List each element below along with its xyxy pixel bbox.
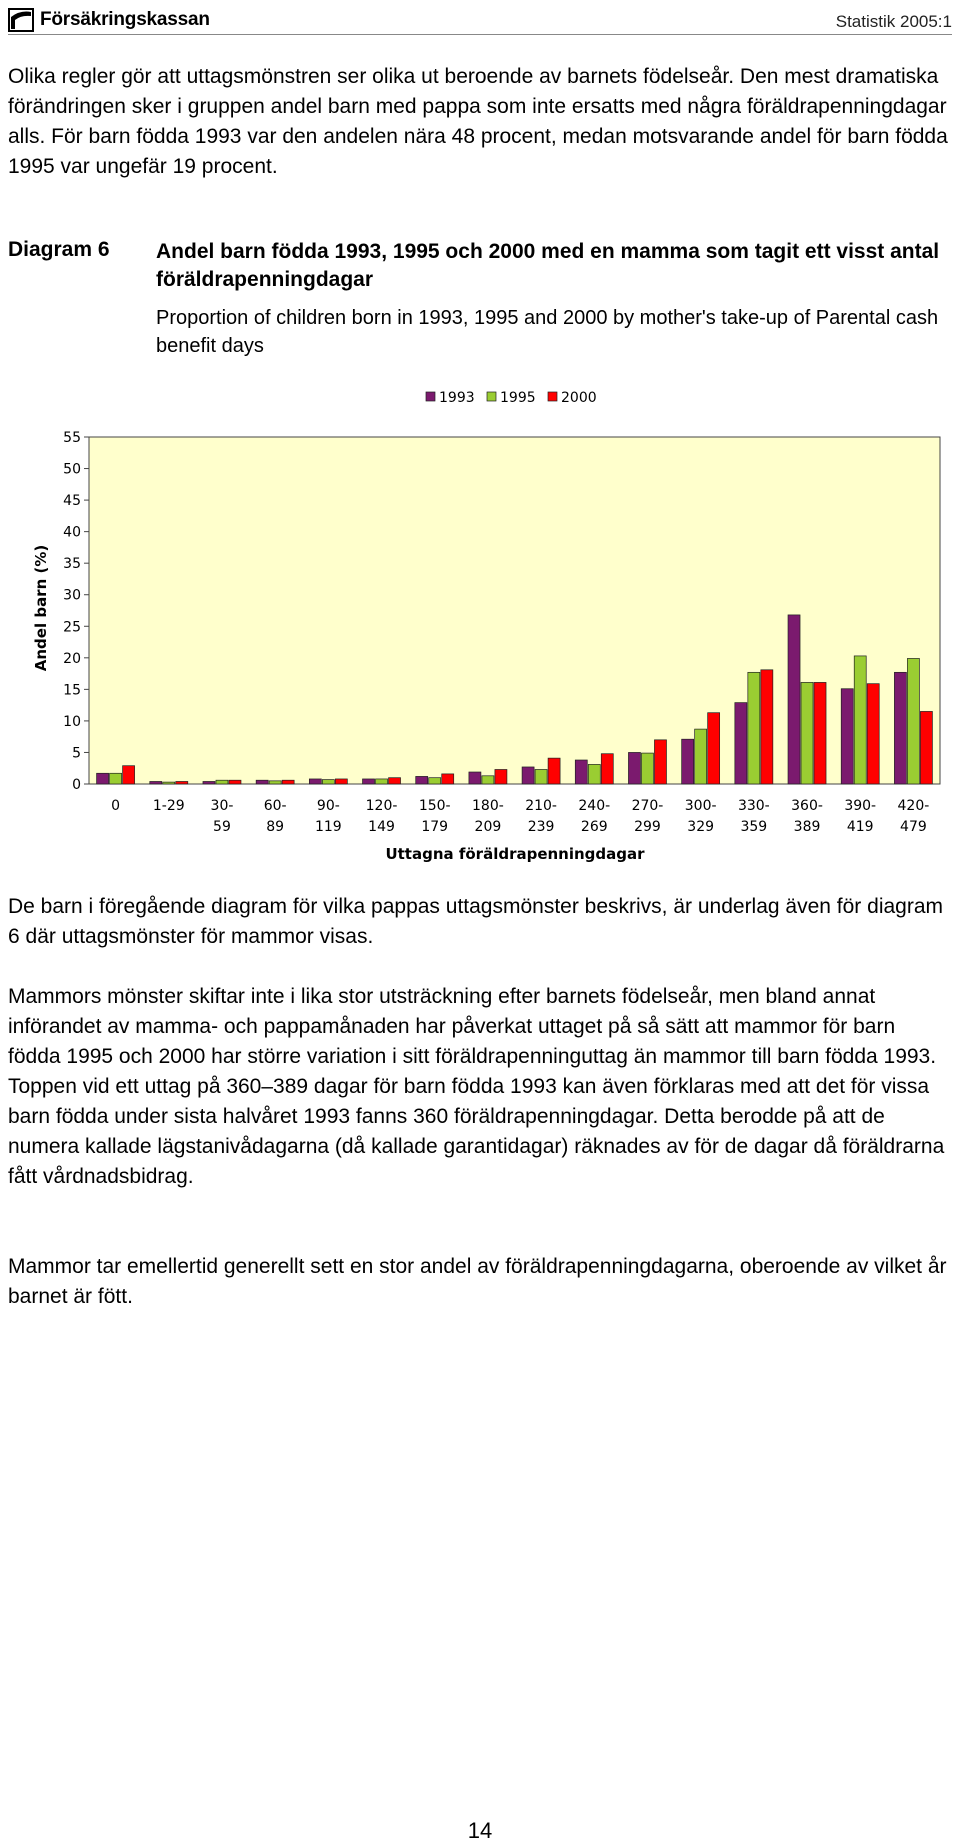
body-paragraph-3: Mammor tar emellertid generellt sett en stor andel av föräldrapenningdagarna, oberoende av vilket år barnet är fött. <box>8 1255 947 1308</box>
bar-2000 <box>282 780 294 784</box>
y-tick-label: 0 <box>72 777 81 793</box>
bar-2000 <box>708 713 720 784</box>
bar-2000 <box>814 682 826 784</box>
legend-label: 2000 <box>561 390 597 406</box>
x-tick-label: 420- <box>897 798 930 814</box>
bar-2000 <box>867 684 879 784</box>
bar-1993 <box>309 779 321 784</box>
bar-1993 <box>841 689 853 784</box>
bar-2000 <box>389 778 401 784</box>
intro-paragraph: Olika regler gör att uttagsmönstren ser olika ut beroende av barnets födelseår. Den mest dramatiska förändringen sker i gruppen andel barn med pappa som inte ersatts med några föräldrapenningdagar alls. För barn födda 1993 var den andelen nära 48 procent, medan motsvarande andel för barn födda 1995 var ungefär 19 procent. <box>8 65 948 178</box>
y-tick-label: 5 <box>72 745 81 762</box>
x-tick-label: 360- <box>791 798 823 814</box>
bar-chart <box>0 380 960 880</box>
y-tick-label: 55 <box>63 430 81 446</box>
bar-1995 <box>748 672 760 784</box>
legend-label: 1993 <box>439 390 475 406</box>
bar-1993 <box>416 776 428 784</box>
bar-2000 <box>123 766 135 784</box>
bar-2000 <box>654 740 666 784</box>
bar-1995 <box>854 656 866 784</box>
bar-1995 <box>110 773 122 784</box>
legend-swatch-1993 <box>426 392 435 401</box>
bar-1995 <box>163 782 175 784</box>
legend-label: 1995 <box>500 390 536 406</box>
x-tick-label: 239 <box>527 819 555 835</box>
x-tick-label: 479 <box>900 819 927 835</box>
x-tick-label: 299 <box>634 819 661 835</box>
legend-swatch-2000 <box>548 392 557 401</box>
brand-logo-icon <box>8 8 34 32</box>
x-tick-label: 59 <box>213 819 231 835</box>
bar-1995 <box>322 780 334 784</box>
bar-1995 <box>429 778 441 784</box>
bar-1993 <box>894 672 906 784</box>
bar-1993 <box>363 779 375 784</box>
bar-1995 <box>695 729 707 784</box>
bar-1995 <box>482 776 494 784</box>
x-tick-label: 419 <box>846 819 874 835</box>
diagram-title: Andel barn födda 1993, 1995 och 2000 med en mamma som tagit ett visst antal föräldrapenningdagar <box>156 240 940 291</box>
bar-2000 <box>495 769 507 784</box>
bar-1995 <box>535 769 547 784</box>
x-tick-label: 149 <box>368 819 395 835</box>
x-tick-label: 300- <box>684 798 717 814</box>
page-header <box>8 6 952 35</box>
bar-2000 <box>601 754 613 784</box>
report-series: Statistik 2005:1 <box>835 12 952 31</box>
bar-2000 <box>442 774 454 784</box>
x-axis-label: Uttagna föräldrapenningdagar <box>385 845 645 863</box>
bar-1995 <box>641 753 653 784</box>
x-tick-label: 60- <box>263 798 287 814</box>
x-tick-label: 179 <box>421 819 449 835</box>
brand-logo <box>8 8 210 32</box>
bar-1995 <box>588 764 600 784</box>
x-tick-label: 209 <box>474 819 502 835</box>
x-tick-label: 150- <box>418 798 451 814</box>
legend-swatch-1995 <box>487 392 496 401</box>
y-tick-label: 20 <box>63 650 81 667</box>
x-tick-label: 390- <box>844 798 877 814</box>
bar-1995 <box>376 779 388 784</box>
x-tick-label: 1-29 <box>152 798 185 814</box>
bar-2000 <box>761 670 773 784</box>
x-tick-label: 180- <box>472 798 504 814</box>
bar-2000 <box>920 711 932 784</box>
y-tick-label: 10 <box>63 713 81 730</box>
bar-1993 <box>735 703 747 784</box>
y-tick-label: 50 <box>63 461 81 478</box>
x-tick-label: 30- <box>210 798 234 814</box>
bar-1993 <box>522 767 534 784</box>
diagram-label: Diagram 6 <box>8 238 110 261</box>
x-tick-label: 270- <box>631 798 664 814</box>
bar-2000 <box>176 781 188 784</box>
bar-1993 <box>575 760 587 784</box>
brand-name: Försäkringskassan <box>40 9 210 30</box>
x-tick-label: 240- <box>578 798 611 814</box>
bar-1995 <box>269 781 281 784</box>
x-tick-label: 359 <box>740 819 768 835</box>
x-tick-label: 120- <box>365 798 398 814</box>
bar-1993 <box>150 781 162 784</box>
y-tick-label: 15 <box>63 682 81 699</box>
diagram-subtitle: Proportion of children born in 1993, 1995 and 2000 by mother's take-up of Parental cash benefit days <box>156 307 939 357</box>
body-paragraph-2: Mammors mönster skiftar inte i lika stor utsträckning efter barnets födelseår, men bland annat införandet av mamma- och pappamånaden har påverkat uttaget på så sätt att mammor för barn födda 1995 och 2000 har större variation i sitt föräldrapenninguttag än mammor till barn födda 1993. Toppen vid ett uttag på 360–389 dagar för barn födda 1993 kan även förklaras med att det för vissa barn födda under sista halvåret 1993 fanns 360 föräldrapenningdagar. Detta berodde på att de numera kallade lägstanivådagarna (då kallade garantidagar) räknades av för de dagar då föräldrarna fått vårdnadsbidrag. <box>8 985 945 1188</box>
bar-1993 <box>203 781 215 784</box>
bar-1995 <box>801 682 813 784</box>
x-tick-label: 330- <box>737 798 770 814</box>
x-tick-label: 210- <box>525 798 557 814</box>
bar-1993 <box>97 773 109 784</box>
x-tick-label: 389 <box>793 819 821 835</box>
bar-2000 <box>335 779 347 784</box>
y-tick-label: 40 <box>63 524 81 541</box>
bar-1993 <box>788 615 800 784</box>
bar-1993 <box>682 739 694 784</box>
x-tick-label: 90- <box>316 798 340 814</box>
bar-1995 <box>907 658 919 784</box>
y-tick-label: 25 <box>63 619 81 636</box>
x-tick-label: 269 <box>580 819 608 835</box>
y-tick-label: 30 <box>63 587 81 604</box>
bar-2000 <box>229 780 241 784</box>
y-tick-label: 35 <box>63 556 81 573</box>
x-tick-label: 0 <box>111 798 121 814</box>
bar-1993 <box>469 772 481 784</box>
y-axis-label: Andel barn (%) <box>32 544 50 672</box>
body-paragraph-1: De barn i föregående diagram för vilka pappas uttagsmönster beskrivs, är underlag även för diagram 6 där uttagsmönster för mammor visas. <box>8 895 944 948</box>
x-tick-label: 119 <box>314 819 342 835</box>
bar-2000 <box>548 758 560 784</box>
x-tick-label: 329 <box>687 819 715 835</box>
x-tick-label: 89 <box>266 819 285 835</box>
bar-1993 <box>628 752 640 784</box>
y-tick-label: 45 <box>63 493 81 510</box>
page-number: 14 <box>467 1818 493 1843</box>
bar-1995 <box>216 780 228 784</box>
bar-1993 <box>256 780 268 784</box>
